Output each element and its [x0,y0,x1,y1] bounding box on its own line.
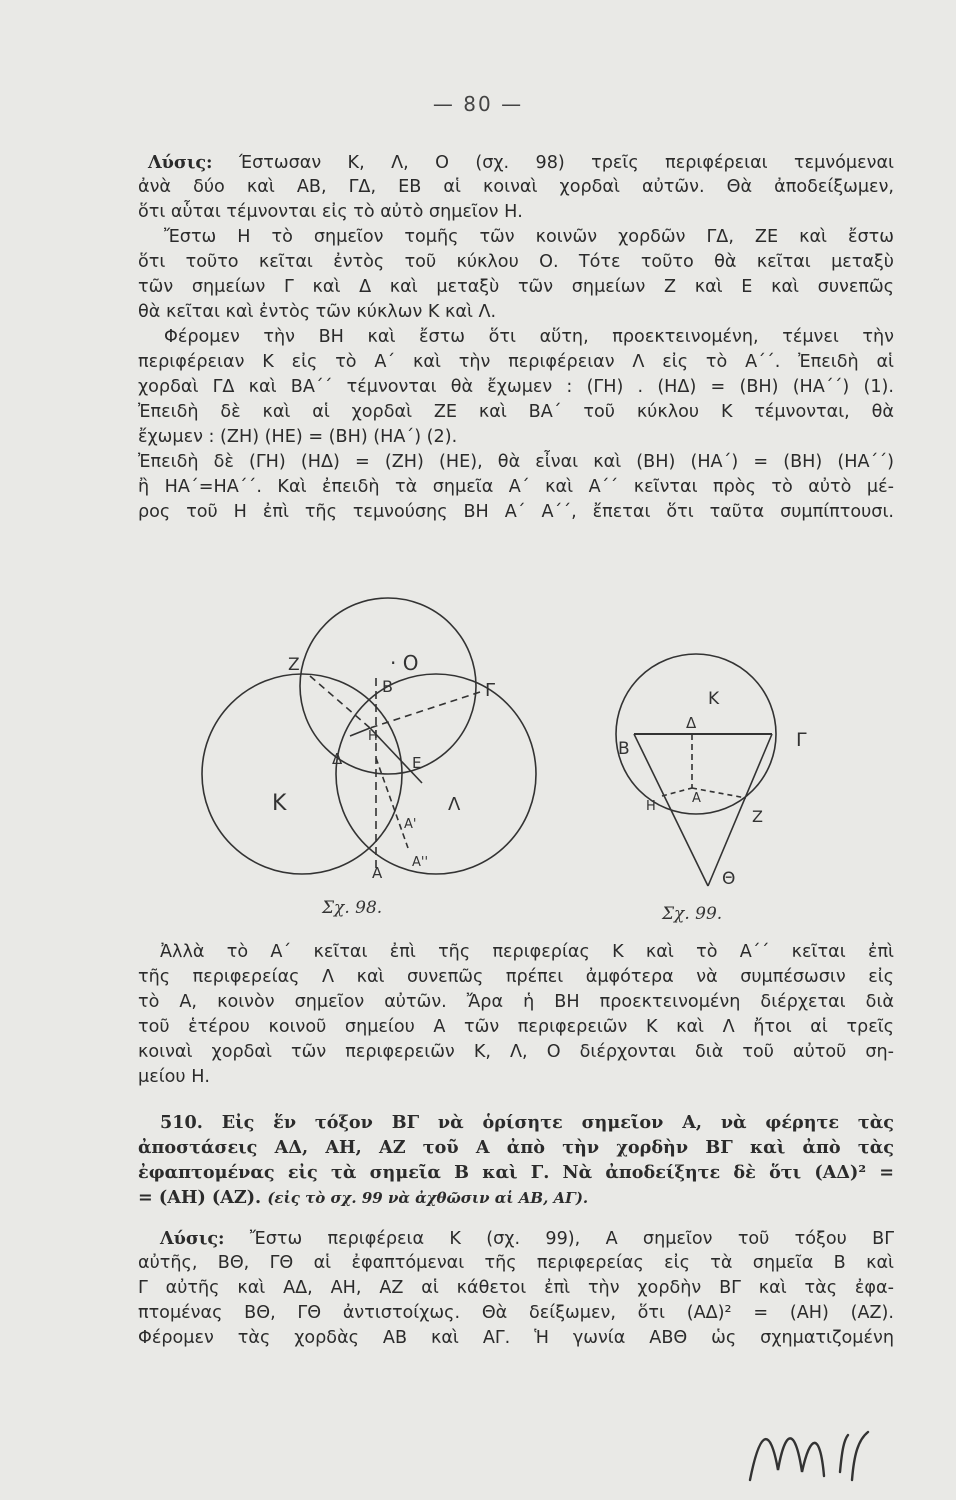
text-line: ὅτι τοῦτο κεῖται ἐντὸς τοῦ κύκλου Ο. Τότε τοῦτο θὰ κεῖται μεταξὺ [138,252,894,272]
solution-paragraph-2 [138,940,894,1090]
solution-paragraph-3 [138,1226,894,1351]
label-g: Γ [796,729,807,751]
text-line: Φέρομεν τὴν ΒΗ καὶ ἔστω ὅτι αὕτη, προεκτεινομένη, τέμνει τὴν [164,327,894,347]
label-k: K [708,689,720,709]
figure-99 [600,650,840,900]
text-line: Ἔστω Η τὸ σημεῖον τομῆς τῶν κοινῶν χορδῶν ΓΔ, ΖΕ καὶ ἔστω [164,227,894,247]
text-line: ἔχωμεν : (ΖΗ) (ΗΕ) = (ΒΗ) (ΗΑ΄) (2). [138,427,458,447]
solution-label: Λύσις: [148,152,213,173]
text-line: Λύσις: Ἔστω περιφέρεια Κ (σχ. 99), Α σημεῖον τοῦ τόξου ΒΓ [160,1228,894,1249]
text-line: = (ΑΗ) (ΑΖ). (εἰς τὸ σχ. 99 νὰ ἀχθῶσιν αἱ ΑΒ, ΑΓ). [138,1187,589,1208]
chord-zh [310,676,370,728]
label-a: A [692,791,701,806]
text-line: τοῦ ἑτέρου κοινοῦ σημείου Α τῶν περιφερειῶν Κ καὶ Λ ἤτοι αἱ τρεῖς [138,1017,894,1037]
text-line: Γ αὐτῆς καὶ ΑΔ, ΑΗ, ΑΖ αἱ κάθετοι ἐπὶ τὴν χορδὴν ΒΓ καὶ τὰς ἐφα- [138,1278,894,1298]
label-e: E [412,754,422,772]
label-b: B [618,739,630,759]
text-line: Ἐπειδὴ δὲ (ΓΗ) (ΗΔ) = (ΖΗ) (ΗΕ), θὰ εἶναι καὶ (ΒΗ) (ΗΑ΄) = (ΒΗ) (ΗΑ΄΄) [138,452,894,472]
text-line: Φέρομεν τὰς χορδὰς ΑΒ καὶ ΑΓ. Ἡ γωνία ΑΒΘ ὡς σχηματιζομένη [138,1328,894,1348]
circle-l [336,674,536,874]
label-a2: A'' [412,855,429,870]
handwritten-mark [740,1410,900,1490]
text-line: μείου Η. [138,1067,211,1087]
text-line: Ἀλλὰ τὸ Α΄ κεῖται ἐπὶ τῆς περιφερίας Κ καὶ τὸ Α΄΄ κεῖται ἐπὶ [160,942,894,962]
figure-99-caption: Σχ. 99. [662,904,723,924]
text-line: ὅτι αὗται τέμνονται εἰς τὸ αὐτὸ σημεῖον Η. [138,202,523,222]
text-line: τῆς περιφερείας Λ καὶ συνεπῶς πρέπει ἀμφότερα νὰ συμπέσωσιν εἰς [138,967,894,987]
perp-ah [662,788,692,796]
label-h: H [646,799,656,814]
text-line: αὐτῆς, ΒΘ, ΓΘ αἱ ἐφαπτόμεναι τῆς περιφερείας εἰς τὰ σημεῖα Β καὶ [138,1253,894,1273]
text-line: τῶν σημείων Γ καὶ Δ καὶ μεταξὺ τῶν σημείων Ζ καὶ Ε καὶ συνεπῶς [138,277,894,297]
figure-98 [190,578,560,908]
text-line: πτομένας ΒΘ, ΓΘ ἀντιστοίχως. Θὰ δείξωμεν, ὅτι (ΑΔ)² = (ΑΗ) (ΑΖ). [138,1303,894,1323]
text-line: ἐφαπτομένας εἰς τὰ σημεῖα Β καὶ Γ. Νὰ ἀποδείξητε δὲ ὅτι (ΑΔ)² = [138,1162,894,1183]
problem-number: 510. [160,1112,203,1133]
text-line: θὰ κεῖται καὶ ἐντὸς τῶν κύκλων Κ καὶ Λ. [138,302,497,322]
text-line: Ἐπειδὴ δὲ καὶ αἱ χορδαὶ ΖΕ καὶ ΒΑ΄ τοῦ κύκλου Κ τέμνονται, θὰ [138,402,894,422]
text-line: χορδαὶ ΓΔ καὶ ΒΑ΄΄ τέμνονται θὰ ἔχωμεν : (ΓΗ) . (ΗΔ) = (ΒΗ) (ΗΑ΄΄) (1). [138,377,894,397]
solution-paragraph-1 [138,150,894,525]
text-line: κοιναὶ χορδαὶ τῶν περιφερειῶν Κ, Λ, Ο διέρχονται διὰ τοῦ αὐτοῦ ση- [138,1042,894,1062]
text-line: 510. Εἰς ἕν τόξον ΒΓ νὰ ὁρίσητε σημεῖον Α, νὰ φέρητε τὰς [160,1112,894,1133]
text-line: ἀνὰ δύο καὶ ΑΒ, ΓΔ, ΕΒ αἱ κοιναὶ χορδαὶ αὐτῶν. Θὰ ἀποδείξωμεν, [138,177,894,197]
label-d: Δ [332,750,343,768]
label-k: K [272,791,287,816]
page-number: — 80 — [432,92,524,116]
text-line: τὸ Α, κοινὸν σημεῖον αὐτῶν. Ἄρα ἡ ΒΗ προεκτεινομένη διέρχεται διὰ [138,992,894,1012]
label-d: Δ [686,714,697,732]
label-l: Λ [448,794,461,815]
label-b: B [382,677,393,696]
solution-label: Λύσις: [160,1228,225,1249]
chord-gh [370,692,480,728]
label-a1: A' [404,817,417,832]
label-th: Θ [722,869,736,889]
text-line: Λύσις: Έστωσαν Κ, Λ, Ο (σχ. 98) τρεῖς περιφέρειαι τεμνόμεναι [148,152,895,173]
text-line: ρος τοῦ Η ἐπὶ τῆς τεμνούσης ΒΗ Α΄ Α΄΄, ἔπεται ὅτι ταῦτα συμπίπτουσι. [138,502,894,522]
text-line: περιφέρειαν Κ εἰς τὸ Α΄ καὶ τὴν περιφέρειαν Λ εἰς τὸ Α΄΄. Ἐπειδὴ αἱ [138,352,894,372]
label-z: Z [288,655,300,675]
chord-hd [350,728,370,736]
problem-510 [138,1110,894,1210]
label-z: Z [752,807,763,826]
text-line: ἀποστάσεις ΑΔ, ΑΗ, ΑΖ τοῦ Α ἀπὸ τὴν χορδὴν ΒΓ καὶ ἀπὸ τὰς [138,1137,894,1158]
figure-98-caption: Σχ. 98. [322,898,383,918]
label-h: H [368,729,378,744]
label-a: A [372,864,383,882]
problem-note: (εἰς τὸ σχ. 99 νὰ ἀχθῶσιν αἱ ΑΒ, ΑΓ). [267,1189,589,1207]
text-line: ἢ ΗΑ΄=ΗΑ΄΄. Καὶ ἐπειδὴ τὰ σημεῖα Α΄ καὶ Α΄΄ κεῖνται πρὸς τὸ αὐτὸ μέ- [138,477,894,497]
label-o: · O [390,651,419,675]
label-g: Γ [485,680,496,701]
